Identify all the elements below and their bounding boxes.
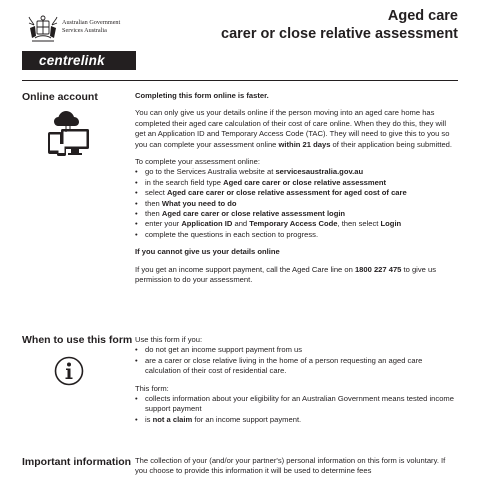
list-item: • complete the questions in each section to progress. bbox=[135, 230, 458, 240]
page-header bbox=[0, 0, 480, 80]
online-account-heading: Online account bbox=[22, 91, 98, 103]
important-info-text: The collection of your (and/or your partner's) personal information on this form is voluntary. If you choose to provide this information it will be used to determine fees bbox=[135, 456, 446, 476]
when-to-use-heading: When to use this form bbox=[22, 334, 133, 346]
online-para-deadline: within 21 days bbox=[278, 139, 331, 149]
services-australia-link[interactable]: servicesaustralia.gov.au bbox=[275, 167, 364, 177]
when-to-use-content bbox=[135, 335, 458, 425]
government-wordmark bbox=[62, 19, 142, 35]
list-item: • are a carer or close relative living in the home of a person requesting an aged care calculation of their cost of residential care. bbox=[135, 356, 458, 377]
gov-line-1: Australian Government bbox=[62, 19, 121, 26]
gov-line-2: Services Australia bbox=[62, 27, 107, 34]
info-icon bbox=[54, 356, 84, 386]
form-points-list bbox=[135, 394, 458, 425]
cannot-online-heading: If you cannot give us your details online bbox=[135, 247, 280, 257]
header-divider bbox=[22, 80, 458, 81]
coat-of-arms-icon bbox=[26, 14, 60, 44]
page-title bbox=[138, 7, 458, 43]
list-item: • select Aged care carer or close relative assessment for aged cost of care bbox=[135, 188, 458, 198]
form-intro: This form: bbox=[135, 383, 169, 393]
list-item: • do not get an income support payment from us bbox=[135, 345, 458, 355]
list-item: • enter your Application ID and Temporary Access Code, then select Login bbox=[135, 219, 458, 229]
list-item: • collects information about your eligibility for an Australian Government means tested income support payment bbox=[135, 394, 458, 415]
when-uses-list bbox=[135, 345, 458, 376]
online-paragraph bbox=[135, 108, 458, 150]
title-line-1: Aged care bbox=[387, 8, 458, 24]
when-intro: Use this form if you: bbox=[135, 335, 203, 344]
online-steps-list bbox=[135, 167, 458, 240]
list-item: • is not a claim for an income support payment. bbox=[135, 415, 458, 425]
devices-cloud-icon bbox=[46, 110, 92, 158]
centrelink-brand: centrelink bbox=[22, 51, 136, 70]
important-info-heading: Important information bbox=[22, 456, 132, 468]
list-item: • go to the Services Australia website at servicesaustralia.gov.au bbox=[135, 167, 458, 177]
online-steps-intro: To complete your assessment online: bbox=[135, 157, 260, 167]
list-item: • in the search field type Aged care carer or close relative assessment bbox=[135, 178, 458, 188]
cannot-online-text: If you get an income support payment, call the Aged Care line on 1800 227 475 to give us permission to do your assessment. bbox=[135, 264, 437, 285]
list-item: • then Aged care carer or close relative assessment login bbox=[135, 209, 458, 219]
government-logo bbox=[26, 14, 136, 44]
list-item: • then What you need to do bbox=[135, 199, 458, 209]
online-account-content bbox=[135, 91, 458, 286]
online-para-text: You can only give us your details online if the person moving into an aged care home has completed their aged care calculation of their cost of care online. When they do this, they will get an Application ID and Temporary Access Code (TAC). They will need to give this to you so you can complete your assessment online bbox=[135, 108, 450, 149]
aged-care-phone[interactable]: 1800 227 475 bbox=[354, 264, 402, 274]
online-lead: Completing this form online is faster. bbox=[135, 91, 269, 100]
online-para-text-end: of their application being submitted. bbox=[330, 139, 453, 149]
title-line-2: carer or close relative assessment bbox=[221, 26, 458, 42]
